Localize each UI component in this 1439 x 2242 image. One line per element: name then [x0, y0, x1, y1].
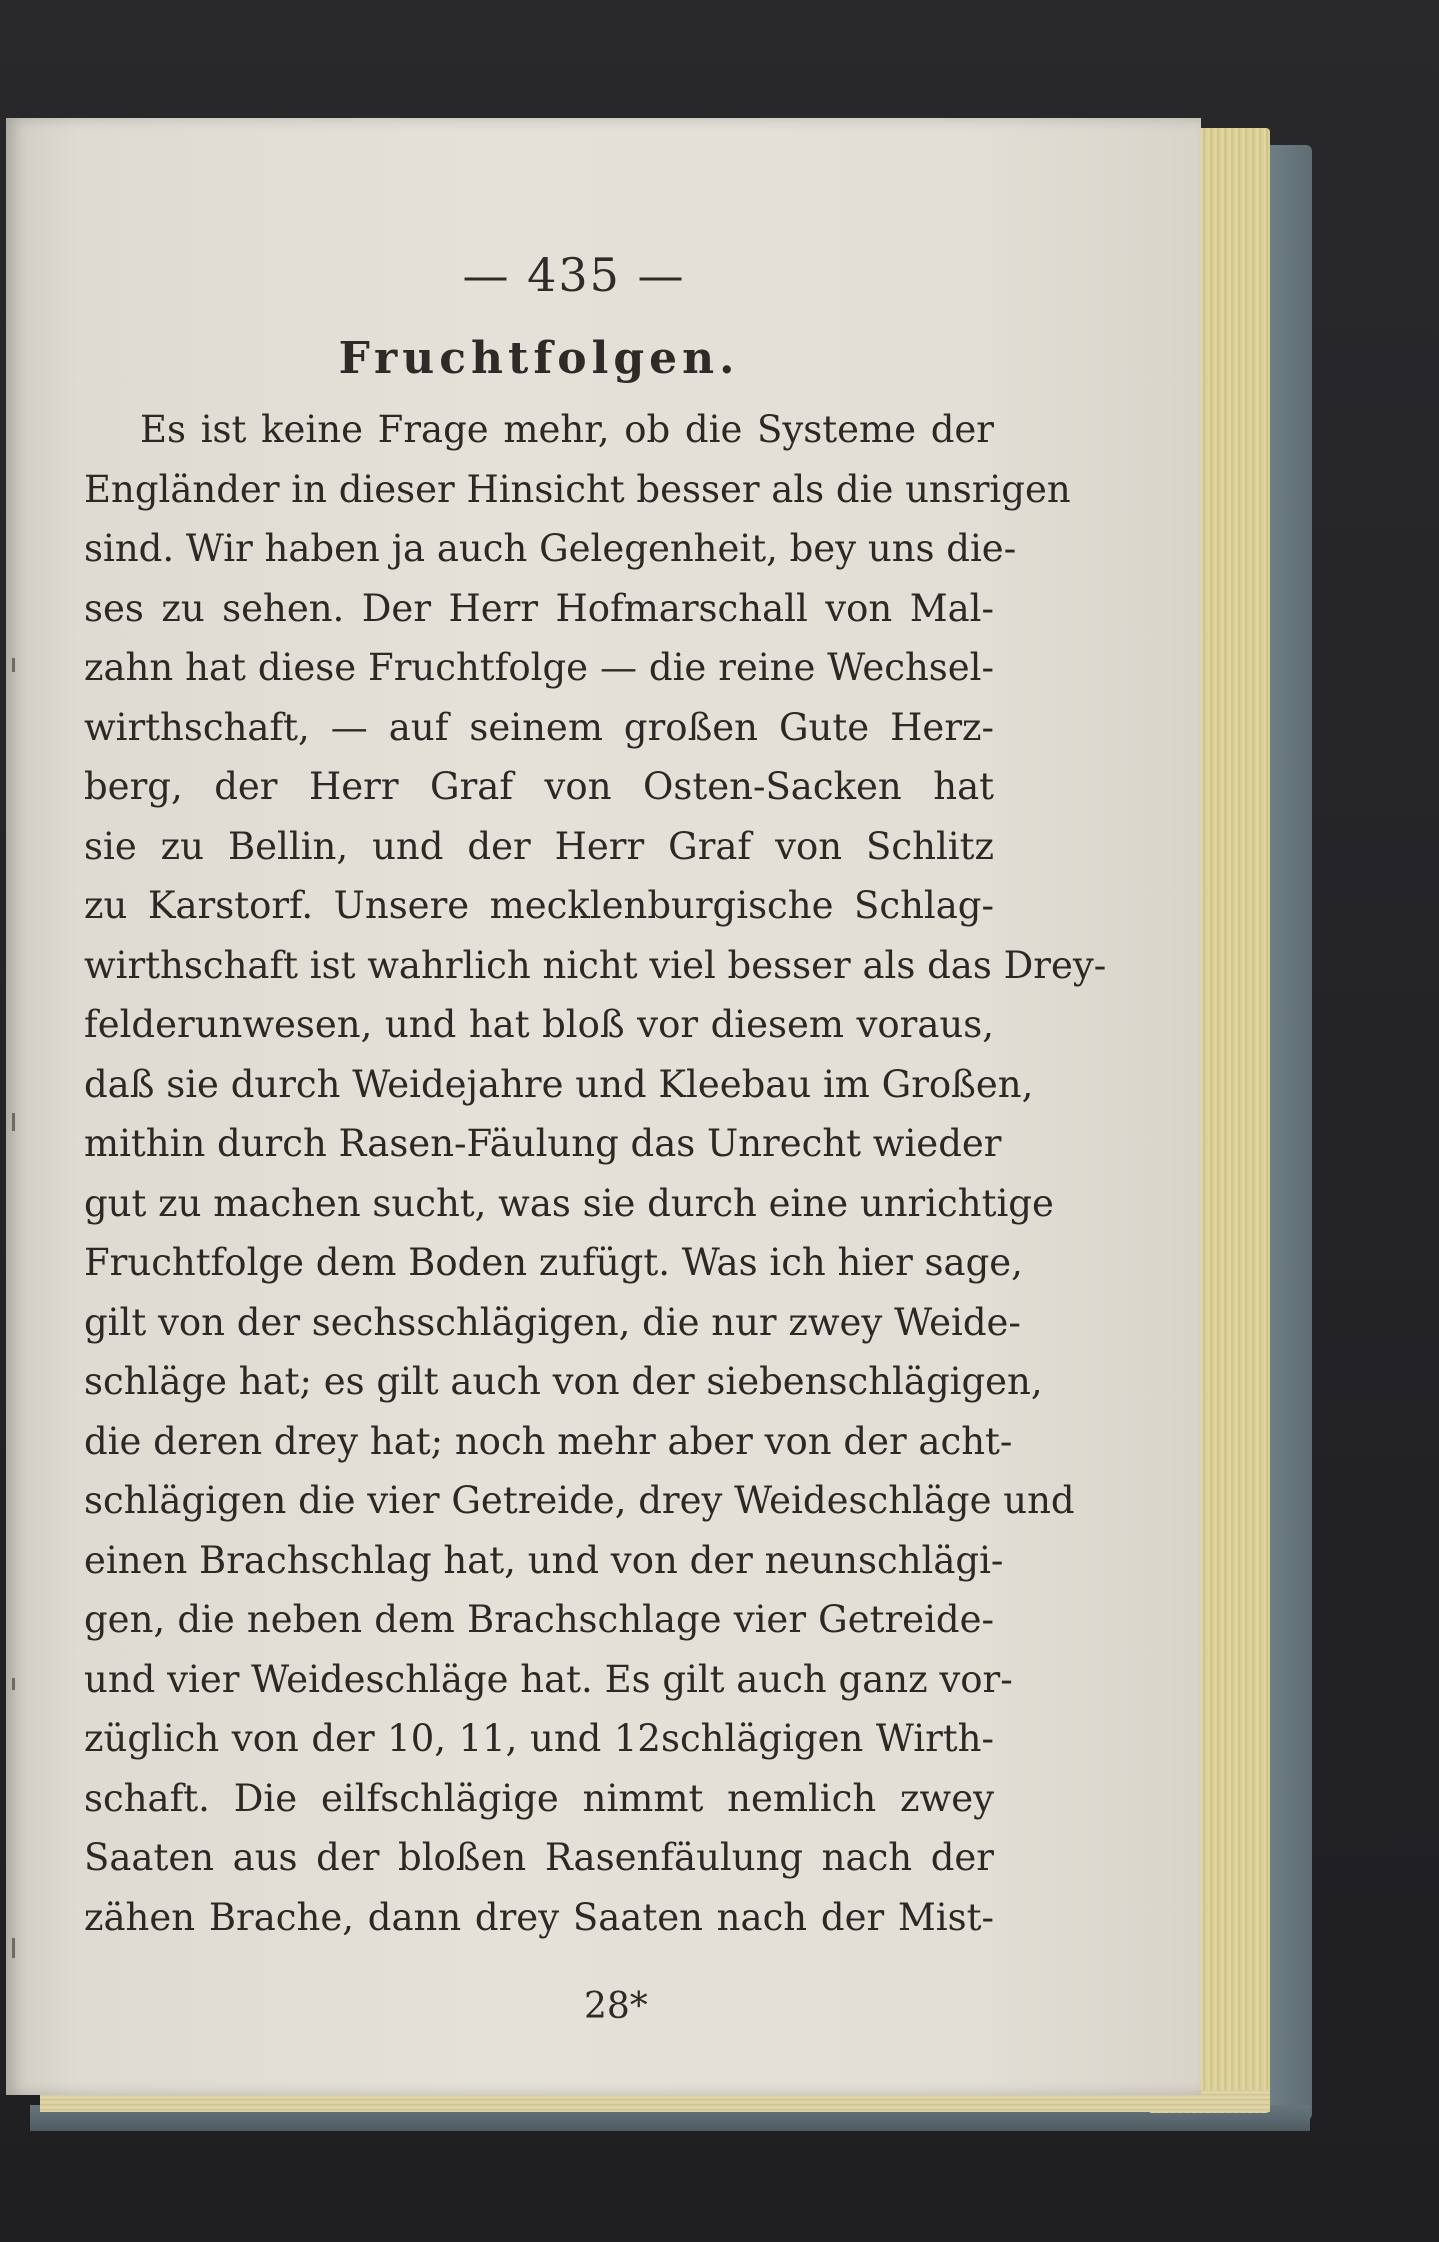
text-line: mithin durch Rasen-Fäulung das Unrecht wieder: [84, 1122, 1002, 1165]
text-line: zu Karstorf. Unsere mecklenburgische Schlag-: [84, 884, 994, 927]
text-line: schlägigen die vier Getreide, drey Weideschläge und: [84, 1479, 1075, 1522]
text-line: einen Brachschlag hat, und von der neunschlägi-: [84, 1538, 1004, 1582]
page-number-header: — 435 —: [462, 248, 686, 302]
text-line: gen, die neben dem Brachschlage vier Getreide-: [84, 1598, 994, 1641]
text-line: züglich von der 10, 11, und 12schlägigen Wirth-: [84, 1717, 994, 1760]
text-line: Fruchtfolge dem Boden zufügt. Was ich hier sage,: [84, 1241, 1023, 1284]
section-heading: Fruchtfolgen.: [338, 333, 740, 384]
text-line: zahn hat diese Fruchtfolge — die reine Wechsel-: [84, 646, 994, 689]
text-line: wirthschaft, — auf seinem großen Gute Herz-: [84, 705, 994, 749]
text-line: Es ist keine Frage mehr, ob die Systeme der: [140, 408, 994, 451]
text-line: gut zu machen sucht, was sie durch eine unrichtige: [84, 1181, 1054, 1225]
text-line: schaft. Die eilfschlägige nimmt nemlich zwey: [84, 1776, 994, 1820]
gutter-mark: [12, 1938, 15, 1958]
book-page: [6, 118, 1201, 2095]
gutter-mark: [12, 1678, 15, 1690]
text-line: berg, der Herr Graf von Osten-Sacken hat: [84, 765, 994, 808]
gutter-mark: [12, 1113, 15, 1131]
signature-mark: 28*: [584, 1986, 648, 2027]
text-line: wirthschaft ist wahrlich nicht viel besser als das Drey-: [84, 943, 1107, 987]
text-line: Engländer in dieser Hinsicht besser als die unsrigen: [84, 467, 1071, 511]
text-line: ses zu sehen. Der Herr Hofmarschall von Mal-: [84, 586, 994, 630]
text-line: sie zu Bellin, und der Herr Graf von Schlitz: [84, 824, 994, 868]
text-line: die deren drey hat; noch mehr aber von der acht-: [84, 1419, 1013, 1463]
text-line: Saaten aus der bloßen Rasenfäulung nach der: [84, 1836, 994, 1879]
body-text: [84, 400, 1107, 1947]
text-line: felderunwesen, und hat bloß vor diesem voraus,: [84, 1003, 994, 1046]
text-line: schläge hat; es gilt auch von der siebenschlägigen,: [84, 1360, 1043, 1403]
text-line: gilt von der sechsschlägigen, die nur zwey Weide-: [84, 1300, 1021, 1344]
text-line: daß sie durch Weidejahre und Kleebau im Großen,: [84, 1062, 1034, 1106]
text-line: und vier Weideschläge hat. Es gilt auch ganz vor-: [84, 1657, 1013, 1701]
gutter-mark: [12, 658, 15, 672]
text-line: zähen Brache, dann drey Saaten nach der Mist-: [84, 1895, 994, 1939]
text-line: sind. Wir haben ja auch Gelegenheit, bey uns die-: [84, 527, 1017, 570]
